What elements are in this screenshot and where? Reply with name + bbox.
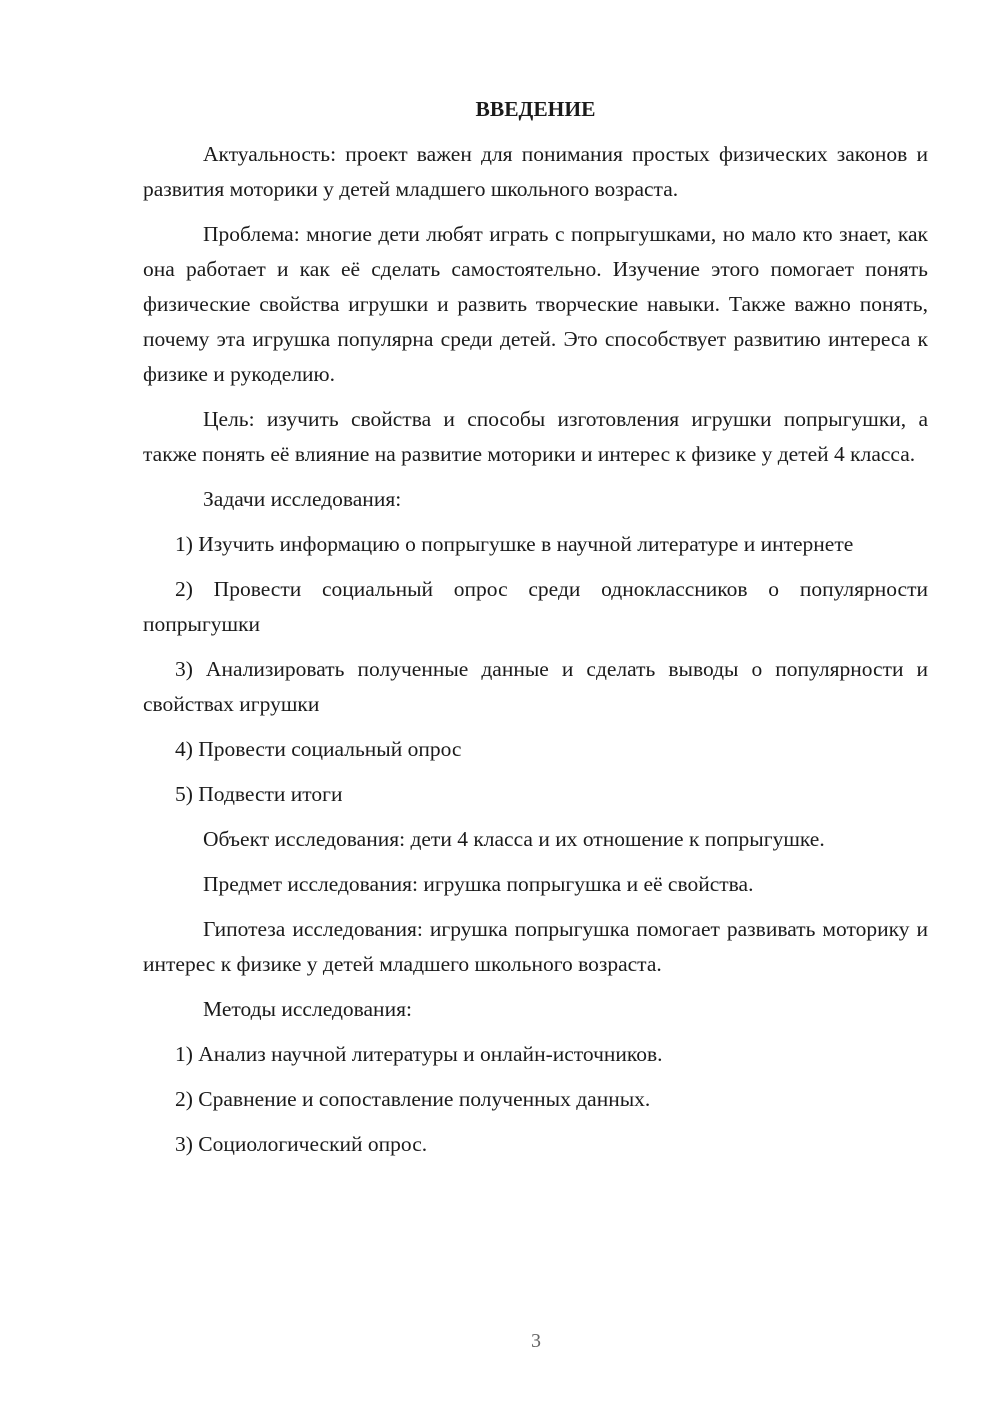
subject-paragraph: Предмет исследования: игрушка попрыгушка и её свойства. (203, 872, 754, 896)
task-item-3: 3) Анализировать полученные данные и сделать выводы о популярности и свойствах игрушки (143, 657, 928, 716)
page-title: ВВЕДЕНИЕ (475, 97, 596, 121)
methods-heading: Методы исследования: (203, 997, 412, 1021)
hypothesis-paragraph: Гипотеза исследования: игрушка попрыгушка помогает развивать моторику и интерес к физике у детей младшего школьного возраста. (143, 917, 928, 976)
page-content (143, 92, 928, 1172)
method-item-1: 1) Анализ научной литературы и онлайн-источников. (175, 1042, 663, 1066)
object-paragraph: Объект исследования: дети 4 класса и их отношение к попрыгушке. (203, 827, 825, 851)
task-item-5: 5) Подвести итоги (175, 782, 343, 806)
task-item-1: 1) Изучить информацию о попрыгушке в научной литературе и интернете (175, 532, 854, 556)
problem-paragraph: Проблема: многие дети любят играть с попрыгушками, но мало кто знает, как она работает и как её сделать самостоятельно. Изучение этого помогает понять физические свойства игрушки и развить творческие навыки. Также важно понять, почему эта игрушка популярна среди детей. Это способствует развитию интереса к физике и рукоделию. (143, 222, 928, 386)
goal-paragraph: Цель: изучить свойства и способы изготовления игрушки попрыгушки, а также понять её влияние на развитие моторики и интерес к физике у детей 4 класса. (143, 407, 928, 466)
method-item-3: 3) Социологический опрос. (175, 1132, 428, 1156)
task-item-4: 4) Провести социальный опрос (175, 737, 462, 761)
method-item-2: 2) Сравнение и сопоставление полученных данных. (175, 1087, 651, 1111)
relevance-paragraph: Актуальность: проект важен для понимания простых физических законов и развития моторики у детей младшего школьного возраста. (143, 142, 928, 201)
task-item-2: 2) Провести социальный опрос среди одноклассников о популярности попрыгушки (143, 577, 928, 636)
page-number: 3 (531, 1330, 541, 1352)
tasks-heading: Задачи исследования: (203, 487, 402, 511)
